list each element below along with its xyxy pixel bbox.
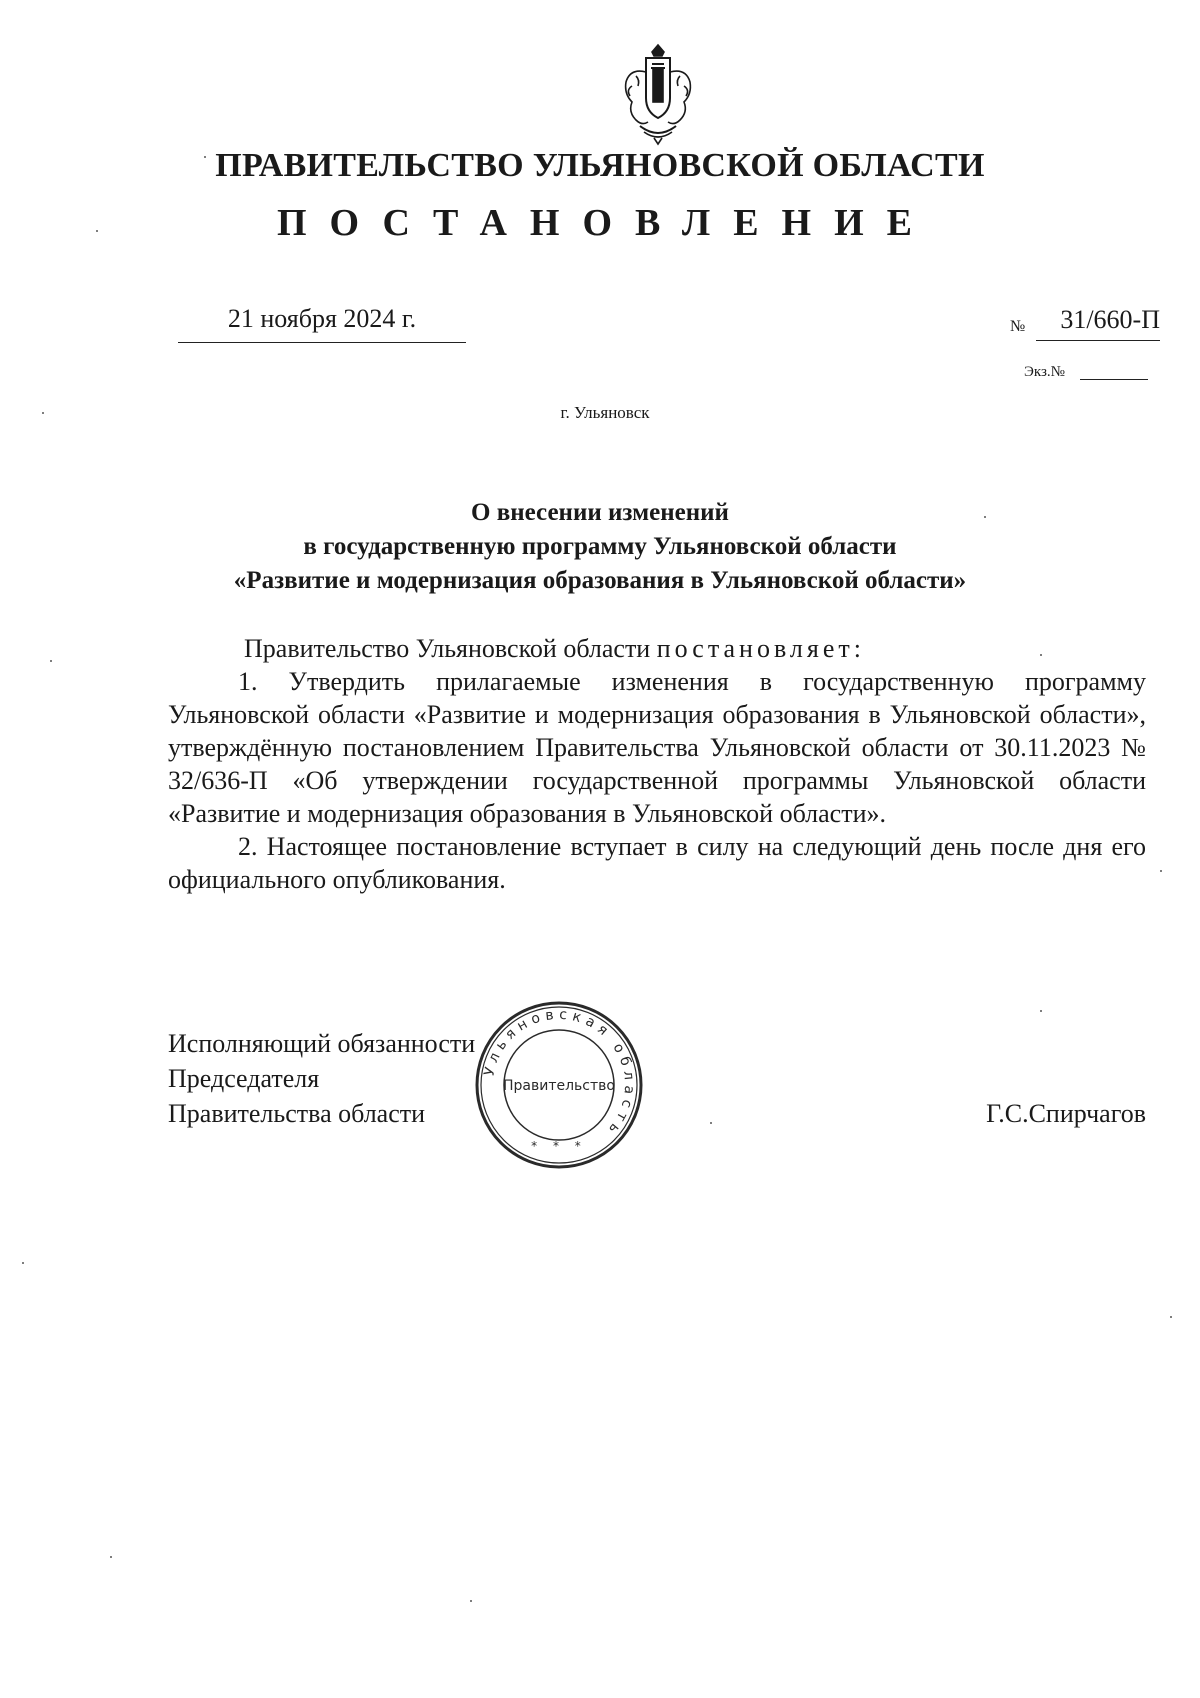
- intro-prefix: Правительство Ульяновской области: [244, 634, 651, 663]
- document-number-field: [1010, 302, 1160, 342]
- number-sign: №: [1010, 318, 1026, 335]
- ulyanovsk-coat-of-arms-icon: [618, 42, 698, 146]
- scan-speck: [22, 1262, 24, 1264]
- document-title: [0, 496, 1200, 598]
- organization-name: ПРАВИТЕЛЬСТВО УЛЬЯНОВСКОЙ ОБЛАСТИ: [215, 147, 985, 184]
- scan-speck: [1170, 1316, 1172, 1318]
- title-line: О внесении изменений: [471, 499, 729, 526]
- official-seal: [474, 1000, 644, 1170]
- copy-number-line: [1080, 379, 1148, 380]
- intro-paragraph: [168, 632, 1146, 665]
- scan-speck: [1040, 1010, 1042, 1012]
- signer-position-line: Исполняющий обязанности: [168, 1029, 476, 1058]
- document-date: 21 ноября 2024 г.: [178, 300, 466, 343]
- seal-center-text: Правительство: [503, 1078, 615, 1094]
- scan-speck: [42, 412, 44, 414]
- document-number: 31/660-П: [1036, 302, 1160, 341]
- document-type: ПОСТАНОВЛЕНИЕ: [276, 202, 936, 244]
- scan-speck: [110, 1556, 112, 1558]
- title-line: «Развитие и модернизация образования в Ульяновской области»: [233, 567, 967, 594]
- document-body: [168, 632, 1146, 896]
- signatory-name: Г.С.Спирчагов: [986, 1099, 1146, 1128]
- intro-verb: постановляет:: [656, 634, 865, 663]
- scan-speck: [1040, 654, 1042, 656]
- city-label: г. Ульяновск: [560, 403, 650, 422]
- copy-number-label: Экз.№: [1024, 364, 1065, 380]
- scan-speck: [470, 1600, 472, 1602]
- signer-position-line: Председателя: [168, 1064, 320, 1093]
- scan-speck: [1160, 870, 1162, 872]
- copy-number-field: [1024, 362, 1148, 382]
- scan-speck: [204, 156, 206, 158]
- scan-speck: [710, 1122, 712, 1124]
- body-item: 2. Настоящее постановление вступает в силу на следующий день после дня его официального опубликования.: [168, 832, 1146, 894]
- seal-ring-text: Ульяновская область: [481, 1006, 638, 1141]
- title-line: в государственную программу Ульяновской области: [303, 533, 897, 560]
- signer-position-line: Правительства области: [168, 1099, 426, 1128]
- scan-speck: [96, 230, 98, 232]
- scan-speck: [984, 516, 986, 518]
- body-item: 1. Утвердить прилагаемые изменения в государственную программу Ульяновской области «Развитие и модернизация образования в Ульяновской области», утверждённую постановлением Правительства Ульяновской области от 30.11.2023 № 32/636-П «Об утверждении государственной программы Ульяновской области «Развитие и модернизация образования в Ульяновской области».: [168, 667, 1146, 828]
- seal-stars: * * *: [531, 1139, 587, 1153]
- scan-speck: [50, 660, 52, 662]
